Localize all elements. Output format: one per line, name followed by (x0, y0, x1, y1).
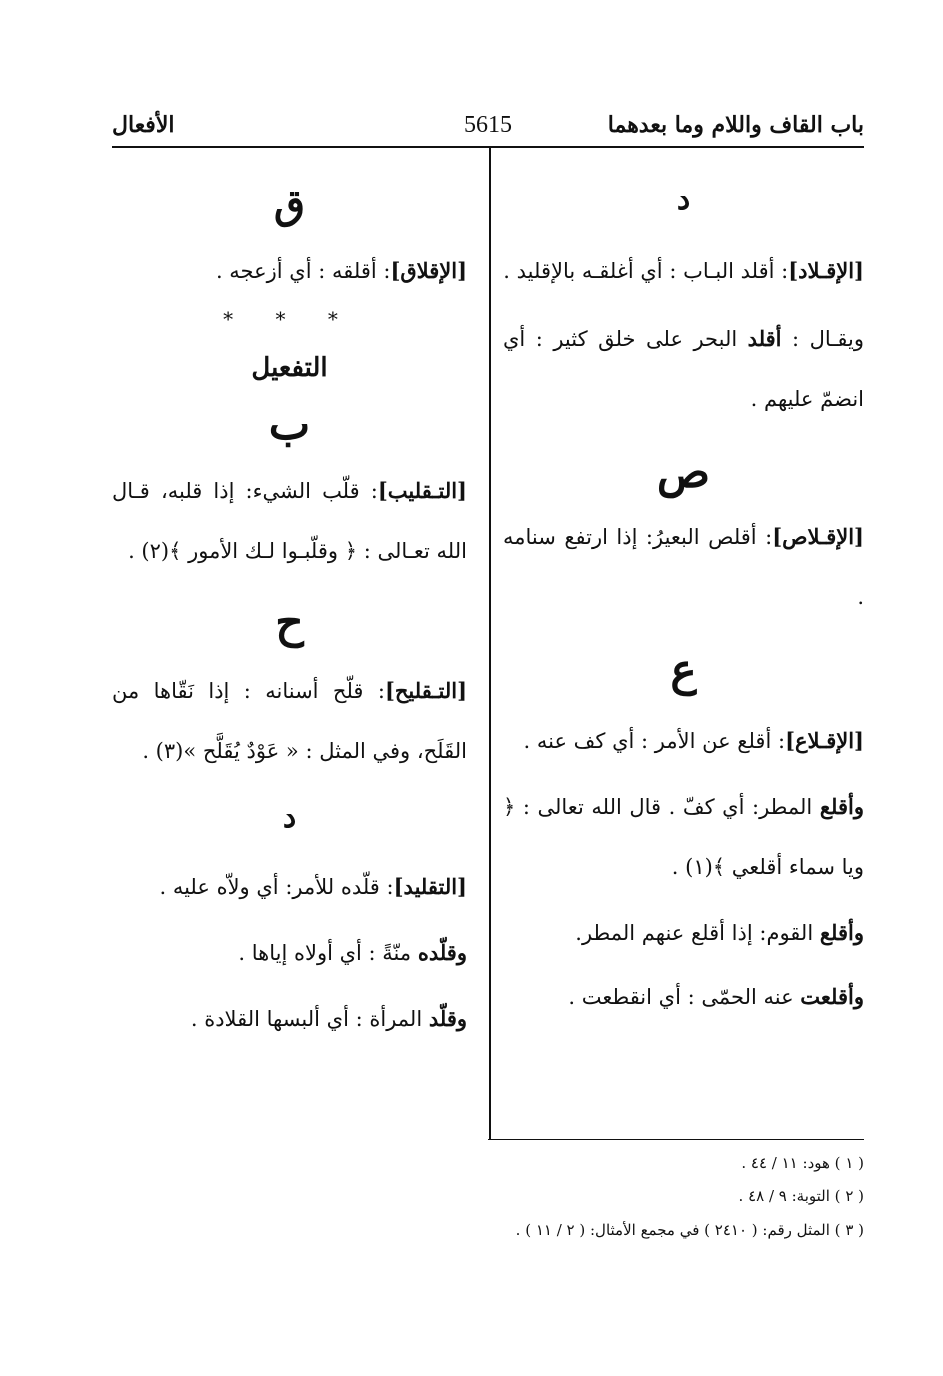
entry-taqlib: [التـقليب]: قلّب الشيء: إذا قلبه، قـال الله تعـالى : ﴿ وقلّبـوا لـك الأمور ﴾(٢) . (112, 478, 467, 563)
column-divider (489, 146, 491, 1140)
footnote-2: ( ٢ ) التوبة: ٩ / ٤٨ . (738, 1187, 864, 1205)
entry-taqlih: [التـقليح]: قلّح أسنانه : إذا نَقّاها من القَلَح، وفي المثل : « عَوْدٌ يُقَلَّح »(٣) . (112, 678, 467, 763)
section-heading-tafil: التفعيل (251, 353, 328, 383)
letter-ain-heading: ع (670, 645, 697, 696)
chapter-title: باب القاف واللام وما بعدهما (607, 112, 864, 138)
letter-sad-heading: ص (656, 447, 711, 498)
entry-qallada-mara: وقلّد المرأة : أي ألبسها القلادة . (190, 1006, 467, 1031)
letter-ha-heading: ح (275, 597, 304, 648)
entry-iqlas: [الإقـلاص]: أقلص البعيرُ: إذا ارتفع سنامه . (503, 524, 864, 609)
section-stars: * * * (223, 307, 356, 331)
footnote-rule (488, 1139, 864, 1140)
entry-taqlid: [التقليد]: قلّده للأمر: أي ولاّه عليه . (159, 874, 467, 899)
page-header (112, 108, 864, 144)
letter-qaf-heading: ق (273, 181, 306, 228)
left-column (112, 175, 467, 1049)
entry-iqlad: [الإقـلاد]: أقلد البـاب : أي أغلقـه بالإقليد . (503, 258, 864, 283)
footnote-3: ( ٣ ) المثل رقم: ( ٢٤١٠ ) في مجمع الأمثال: ( ٢ / ١١ ) . (515, 1221, 864, 1239)
entry-aqla-matar: وأقلع المطر: أي كفّ . قال الله تعالى : ﴿ ويا سماء أقلعي ﴾(١) . (503, 794, 864, 879)
entry-aqla-qawm: وأقلع القوم: إذا أقلع عنهم المطر. (575, 920, 864, 945)
footnote-1: ( ١ ) هود: ١١ / ٤٤ . (741, 1154, 864, 1172)
section-title: الأفعال (112, 112, 175, 138)
letter-dal-heading: د (676, 182, 691, 217)
letter-dal-heading-2: د (282, 800, 297, 835)
page-number: 5615 (464, 112, 512, 138)
entry-iqla: [الإقـلاع]: أقلع عن الأمر : أي كف عنه . (523, 728, 864, 753)
right-column (503, 175, 864, 1027)
header-rule (112, 146, 864, 148)
entry-aqlad-bahr: ويقـال : أقلد البحر على خلق كثير : أي انضمّ عليهم . (503, 326, 864, 411)
letter-ba-heading: ب (268, 399, 311, 450)
entry-iqlaq: [الإقلاق]: أقلقه : أي أزعجه . (215, 258, 467, 283)
entry-qallada-minna: وقلّده منّةً : أي أولاه إياها . (238, 940, 467, 965)
entry-aqlaat-humma: وأقلعت عنه الحمّى : أي انقطعت . (568, 984, 864, 1009)
